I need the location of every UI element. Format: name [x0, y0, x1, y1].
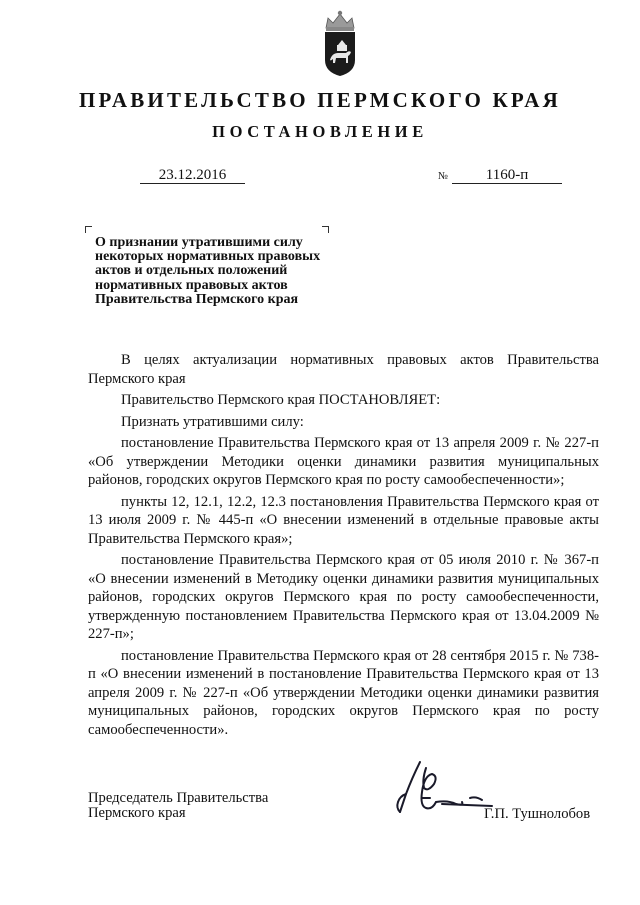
signatory-position-line: Пермского края: [88, 805, 186, 821]
signatory-name: Г.П. Тушнолобов: [484, 806, 591, 822]
document-type: ПОСТАНОВЛЕНИЕ: [212, 122, 428, 141]
title-line: нормативных правовых актов: [95, 277, 288, 293]
signatory-position: [88, 791, 268, 821]
title-corner-mark-left: [85, 226, 92, 233]
body-paragraph-item-2: пункты 12, 12.1, 12.2, 12.3 постановления Правительства Пермского края от 13 июля 2009 г. № 445-п «О внесении изменений в отдельные правовые акты Правительства Пермского края»;: [88, 493, 599, 547]
body-paragraph-preamble: В целях актуализации нормативных правовых актов Правительства Пермского края: [88, 352, 599, 387]
title-line: некоторых нормативных правовых: [95, 249, 321, 265]
body-paragraph-item-4: постановление Правительства Пермского края от 28 сентября 2015 г. № 738-п «О внесении изменений в постановление Правительства Пермского края от 13 апреля 2009 г. № 227-п «Об утверждении Методики оценки динамики развития муниципальных районов, городских округов Пермского края по росту самообеспеченности».: [88, 647, 599, 738]
signatory-position-line: Председатель Правительства: [88, 790, 269, 806]
body-paragraph-item-3: постановление Правительства Пермского края от 05 июля 2010 г. № 367-п «О внесении изменений в Методику оценки динамики развития муниципальных районов, городских округов Пермского края по росту самообеспеченности, утвержденную постановлением Правительства Пермского края от 13.04.2009 № 227-п»;: [88, 552, 599, 642]
document-number: 1160-п: [452, 167, 562, 184]
number-sign: №: [438, 171, 449, 182]
body-paragraph-resolves: Правительство Пермского края ПОСТАНОВЛЯЕТ:: [121, 392, 441, 408]
organization-name: ПРАВИТЕЛЬСТВО ПЕРМСКОГО КРАЯ: [78, 88, 561, 112]
body-paragraph-intro: Признать утратившими силу:: [121, 413, 304, 430]
title-line: Правительства Пермского края: [95, 291, 299, 307]
document-date: 23.12.2016: [140, 167, 245, 184]
document-body: [88, 351, 599, 739]
title-line: актов и отдельных положений: [95, 263, 288, 279]
body-paragraph-item-1: постановление Правительства Пермского края от 13 апреля 2009 г. № 227-п «Об утверждении Методики оценки динамики развития муниципальных районов, городских округов Пермского края по росту самообеспеченности»;: [88, 435, 599, 488]
handwritten-signature: [392, 758, 494, 826]
title-line: О признании утратившими силу: [95, 235, 303, 250]
title-corner-mark-right: [322, 226, 329, 233]
document-title: [95, 236, 345, 307]
coat-of-arms-icon: [318, 8, 362, 78]
